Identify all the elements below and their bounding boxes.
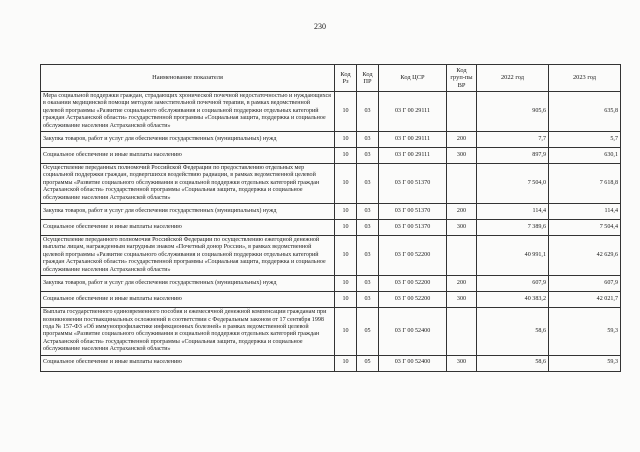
table-row <box>41 220 621 236</box>
cell-2022: 114,4 <box>477 204 549 220</box>
cell-pr: 03 <box>357 236 379 276</box>
page-number: 230 <box>314 22 326 31</box>
cell-csr: 03 Г 00 52200 <box>379 236 447 276</box>
cell-pr: 05 <box>357 308 379 355</box>
cell-vr <box>447 236 477 276</box>
cell-2022: 58,6 <box>477 355 549 371</box>
cell-name: Закупка товаров, работ и услуг для обеспечения государственных (муниципальных) нужд <box>41 276 335 292</box>
table-row <box>41 236 621 276</box>
cell-csr: 03 Г 00 52200 <box>379 276 447 292</box>
cell-rz: 10 <box>335 220 357 236</box>
cell-name: Социальное обеспечение и иные выплаты населению <box>41 148 335 164</box>
budget-table <box>40 64 621 372</box>
header-name: Наименование показателя <box>41 65 335 92</box>
cell-2022: 7 504,0 <box>477 164 549 204</box>
cell-name: Социальное обеспечение и иные выплаты населению <box>41 355 335 371</box>
cell-2023: 7 504,4 <box>549 220 621 236</box>
cell-vr <box>447 164 477 204</box>
cell-2023: 5,7 <box>549 132 621 148</box>
header-vr: Код груп-пы ВР <box>447 65 477 92</box>
table-row <box>41 355 621 371</box>
cell-csr: 03 Г 00 29111 <box>379 132 447 148</box>
table-body <box>41 92 621 372</box>
table-header-row <box>41 65 621 92</box>
header-2023: 2023 год <box>549 65 621 92</box>
table-row <box>41 308 621 355</box>
cell-csr: 03 Г 00 29111 <box>379 148 447 164</box>
cell-vr: 300 <box>447 292 477 308</box>
cell-vr: 200 <box>447 276 477 292</box>
cell-vr: 300 <box>447 355 477 371</box>
cell-rz: 10 <box>335 164 357 204</box>
cell-csr: 03 Г 00 52400 <box>379 308 447 355</box>
cell-name: Выплата государственного единовременного пособия и ежемесячной денежной компенсации гражданам при возникновении поствакцинальных осложнений в соответствии с Федеральным законом от 17 сентября 1998 года № 157-ФЗ «Об иммунопрофилактике инфекционных болезней» в рамках ведомственной целевой программы «Развитие социального обслуживания и социальной поддержки отдельных категорий граждан Астраханской области» государственной программы «Социальная защита, поддержка и социальное обслуживание населения Астраханской области» <box>41 308 335 355</box>
cell-2023: 59,3 <box>549 308 621 355</box>
cell-2023: 607,9 <box>549 276 621 292</box>
cell-2023: 42 021,7 <box>549 292 621 308</box>
cell-vr <box>447 308 477 355</box>
cell-rz: 10 <box>335 276 357 292</box>
cell-rz: 10 <box>335 132 357 148</box>
cell-2023: 114,4 <box>549 204 621 220</box>
cell-name: Мера социальной поддержки граждан, страдающих хронической почечной недостаточностью и нуждающихся в оказании медицинской помощи методом заместительной почечной терапии, в рамках ведомственной целевой программы «Развитие социального обслуживания и социальной поддержки отдельных категорий граждан Астраханской области» государственной программы «Социальная защита, поддержка и социальное обслуживание населения Астраханской области» <box>41 92 335 132</box>
cell-pr: 03 <box>357 92 379 132</box>
cell-rz: 10 <box>335 204 357 220</box>
cell-vr <box>447 92 477 132</box>
cell-vr: 200 <box>447 204 477 220</box>
cell-name: Закупка товаров, работ и услуг для обеспечения государственных (муниципальных) нужд <box>41 204 335 220</box>
cell-2022: 905,6 <box>477 92 549 132</box>
cell-pr: 03 <box>357 132 379 148</box>
cell-name: Осуществление переданного полномочия Российской Федерации по осуществлению ежегодной денежной выплаты лицам, награжденным нагрудным знаком «Почетный донор России», в рамках ведомственной целевой программы «Развитие социального обслуживания и социальной поддержки отдельных категорий граждан Астраханской области» государственной программы «Социальная защита, поддержка и социальное обслуживание населения Астраханской области» <box>41 236 335 276</box>
cell-rz: 10 <box>335 308 357 355</box>
cell-csr: 03 Г 00 51370 <box>379 220 447 236</box>
cell-rz: 10 <box>335 148 357 164</box>
cell-name: Социальное обеспечение и иные выплаты населению <box>41 292 335 308</box>
cell-pr: 03 <box>357 164 379 204</box>
cell-2022: 40 383,2 <box>477 292 549 308</box>
cell-vr: 200 <box>447 132 477 148</box>
table-row <box>41 132 621 148</box>
cell-name: Осуществление переданных полномочий Российской Федерации по предоставлению отдельных мер социальной поддержки граждан, подвергшихся воздействию радиации, в рамках ведомственной целевой программы «Развитие социального обслуживания и социальной поддержки отдельных категорий граждан Астраханской области» государственной программы «Социальная защита, поддержка и социальное обслуживание населения Астраханской области» <box>41 164 335 204</box>
cell-pr: 03 <box>357 148 379 164</box>
table-row <box>41 92 621 132</box>
header-pr: Код ПР <box>357 65 379 92</box>
cell-pr: 03 <box>357 276 379 292</box>
cell-pr: 03 <box>357 292 379 308</box>
cell-2022: 7,7 <box>477 132 549 148</box>
cell-rz: 10 <box>335 292 357 308</box>
table-row <box>41 204 621 220</box>
cell-vr: 300 <box>447 148 477 164</box>
table-row <box>41 148 621 164</box>
cell-pr: 03 <box>357 204 379 220</box>
header-csr: Код ЦСР <box>379 65 447 92</box>
cell-2023: 42 629,6 <box>549 236 621 276</box>
cell-csr: 03 Г 00 51370 <box>379 164 447 204</box>
cell-csr: 03 Г 00 52400 <box>379 355 447 371</box>
cell-pr: 03 <box>357 220 379 236</box>
cell-2023: 59,3 <box>549 355 621 371</box>
header-rz: Код Рз <box>335 65 357 92</box>
cell-2022: 607,9 <box>477 276 549 292</box>
cell-2022: 7 389,6 <box>477 220 549 236</box>
cell-rz: 10 <box>335 92 357 132</box>
cell-2022: 897,9 <box>477 148 549 164</box>
cell-rz: 10 <box>335 236 357 276</box>
cell-2023: 635,8 <box>549 92 621 132</box>
cell-vr: 300 <box>447 220 477 236</box>
cell-name: Закупка товаров, работ и услуг для обеспечения государственных (муниципальных) нужд <box>41 132 335 148</box>
table-row <box>41 276 621 292</box>
cell-2023: 7 618,8 <box>549 164 621 204</box>
cell-2022: 58,6 <box>477 308 549 355</box>
table-row <box>41 292 621 308</box>
cell-2023: 630,1 <box>549 148 621 164</box>
cell-2022: 40 991,1 <box>477 236 549 276</box>
cell-csr: 03 Г 00 29111 <box>379 92 447 132</box>
cell-pr: 05 <box>357 355 379 371</box>
cell-csr: 03 Г 00 52200 <box>379 292 447 308</box>
cell-rz: 10 <box>335 355 357 371</box>
cell-name: Социальное обеспечение и иные выплаты населению <box>41 220 335 236</box>
table-row <box>41 164 621 204</box>
cell-csr: 03 Г 00 51370 <box>379 204 447 220</box>
header-2022: 2022 год <box>477 65 549 92</box>
